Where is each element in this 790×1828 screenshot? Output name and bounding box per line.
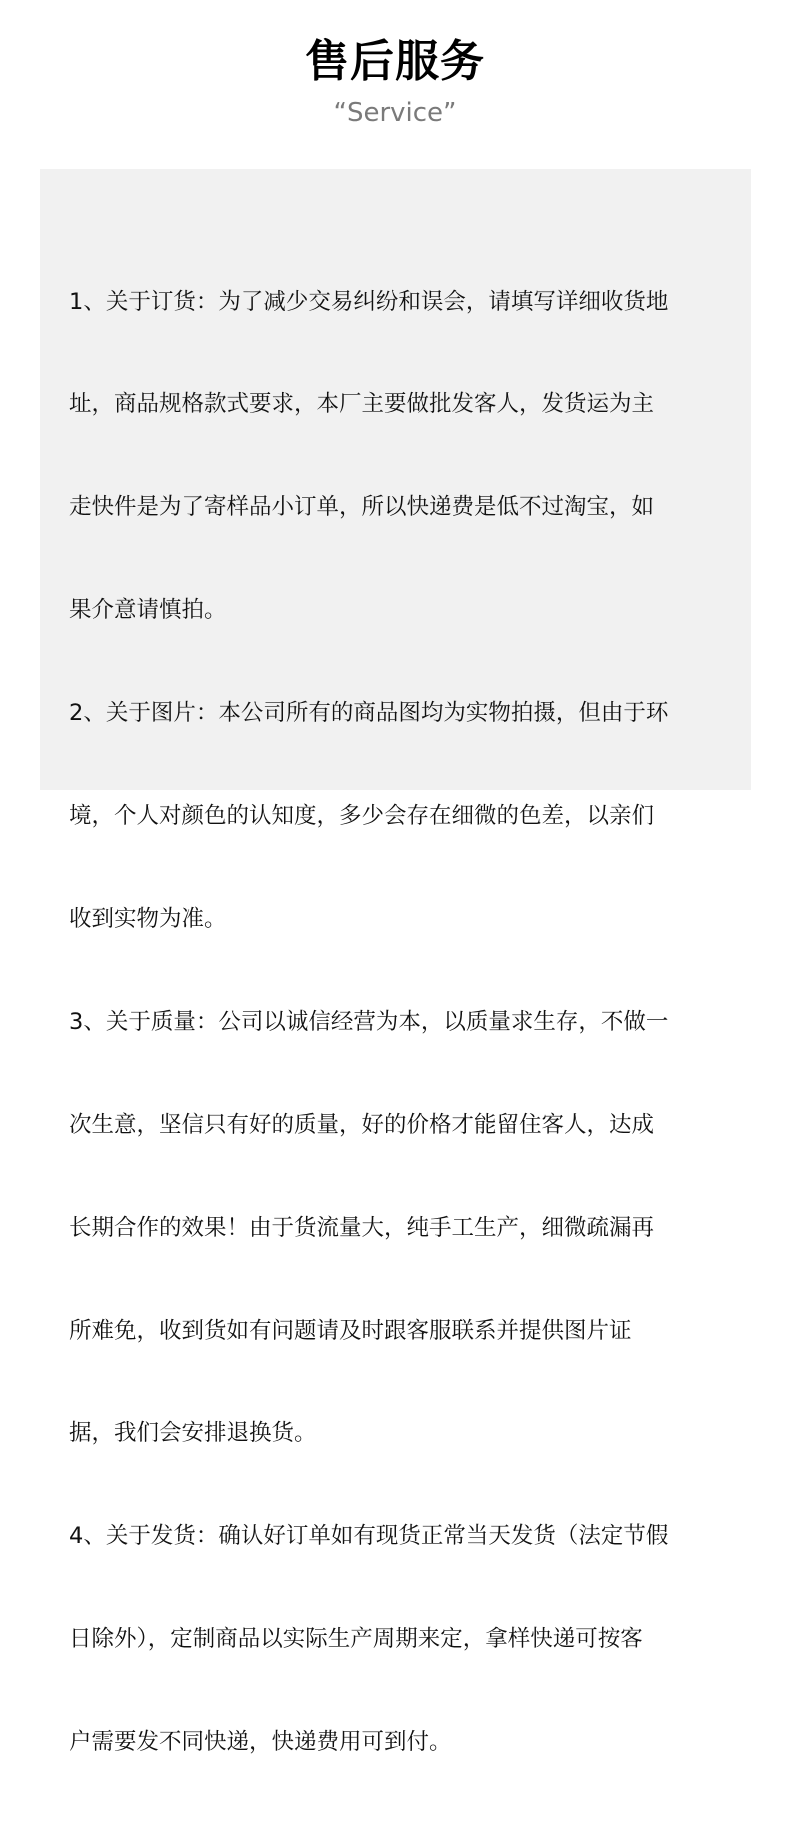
text-line: 果介意请慎拍。 <box>69 597 227 624</box>
text-line: 所难免，收到货如有问题请及时跟客服联系并提供图片证 <box>69 1317 632 1344</box>
text-line: 境，个人对颜色的认知度，多少会存在细微的色差，以亲们 <box>69 803 655 830</box>
text-line: 据，我们会安排退换货。 <box>69 1420 317 1447</box>
page-subtitle: “Service” <box>333 98 457 128</box>
service-text <box>69 216 724 1828</box>
text-line: 长期合作的效果！由于货流量大，纯手工生产，细微疏漏再 <box>69 1214 655 1241</box>
text-line: 走快件是为了寄样品小订单，所以快递费是低不过淘宝，如 <box>69 494 655 521</box>
text-line: 次生意，坚信只有好的质量，好的价格才能留住客人，达成 <box>69 1111 655 1138</box>
text-line: 3、关于质量：公司以诚信经营为本，以质量求生存，不做一 <box>69 1008 669 1035</box>
text-line: 收到实物为准。 <box>69 905 227 932</box>
text-line: 2、关于图片：本公司所有的商品图均为实物拍摄，但由于环 <box>69 700 669 727</box>
service-panel <box>40 169 751 1756</box>
text-line: 址，商品规格款式要求，本厂主要做批发客人，发货运为主 <box>69 391 655 418</box>
page-title: 售后服务 <box>305 36 485 87</box>
text-line: 日除外），定制商品以实际生产周期来定，拿样快递可按客 <box>69 1626 643 1653</box>
text-line: 1、关于订货：为了减少交易纠纷和误会，请填写详细收货地 <box>69 288 669 315</box>
text-line: 户需要发不同快递，快递费用可到付。 <box>69 1729 452 1756</box>
text-line: 4、关于发货：确认好订单如有现货正常当天发货（法定节假 <box>69 1523 669 1550</box>
